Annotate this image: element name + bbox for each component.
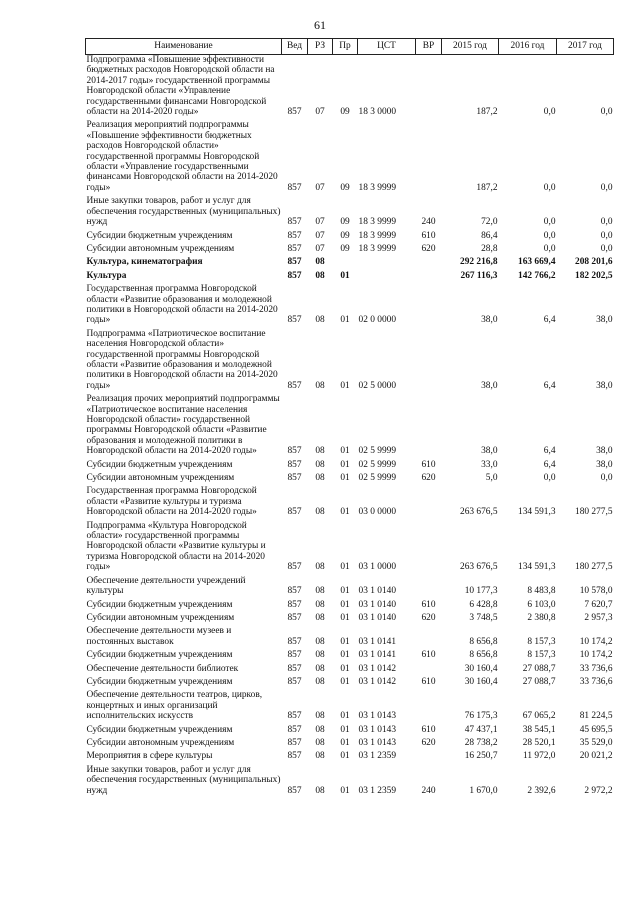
table-row: [86, 664, 614, 677]
row-value-2017: 180 277,5: [575, 507, 613, 518]
row-value-2016: 0,0: [543, 243, 556, 254]
row-ved: 857: [287, 785, 302, 796]
row-value-2015: 8 656,8: [469, 636, 498, 647]
row-value-2016: 6,4: [543, 459, 556, 470]
row-value-2016: 163 669,4: [518, 257, 556, 268]
row-cst: 02 5 9999: [358, 473, 396, 484]
row-rz: 08: [315, 711, 325, 722]
header-vr: ВР: [416, 39, 442, 55]
row-value-2017: 38,0: [596, 380, 613, 391]
budget-table: [85, 38, 614, 799]
row-value-2017: 20 021,2: [579, 751, 613, 762]
row-ved: 857: [287, 257, 302, 268]
row-vr: 620: [421, 473, 436, 484]
table-body: [86, 55, 614, 800]
row-value-2015: 267 116,3: [460, 270, 498, 281]
row-value-2016: 27 088,7: [522, 663, 556, 674]
row-value-2015: 38,0: [481, 380, 498, 391]
table-row: [86, 196, 614, 230]
table-row: [86, 473, 614, 486]
row-vr: [416, 751, 442, 764]
row-value-2016: 134 591,3: [518, 562, 556, 573]
row-vr: 620: [421, 243, 436, 254]
row-pr: 01: [340, 724, 350, 735]
row-cst: 18 3 9999: [358, 217, 396, 228]
row-cst: 03 1 0142: [358, 663, 396, 674]
row-value-2016: 67 065,2: [522, 711, 556, 722]
row-name: Обеспечение деятельности учреждений культуры: [86, 575, 246, 597]
row-ved: 857: [287, 650, 302, 661]
row-rz: 08: [315, 315, 325, 326]
table-row: [86, 460, 614, 473]
row-ved: 857: [287, 663, 302, 674]
row-value-2016: 6,4: [543, 446, 556, 457]
header-2017: 2017 год: [557, 39, 614, 55]
row-value-2017: 38,0: [596, 446, 613, 457]
row-pr: 09: [340, 243, 350, 254]
row-pr: 09: [340, 230, 350, 241]
row-cst: 18 3 9999: [358, 230, 396, 241]
row-rz: 07: [315, 230, 325, 241]
row-value-2015: 28,8: [481, 243, 498, 254]
row-value-2016: 2 380,8: [527, 612, 556, 623]
row-value-2016: 6,4: [543, 315, 556, 326]
row-rz: 08: [315, 676, 325, 687]
table-row: [86, 244, 614, 257]
table-row: [86, 751, 614, 764]
row-ved: 857: [287, 507, 302, 518]
row-cst: 02 0 0000: [358, 315, 396, 326]
row-rz: 08: [315, 473, 325, 484]
row-rz: 08: [315, 446, 325, 457]
row-vr: 610: [421, 230, 436, 241]
row-value-2016: 142 766,2: [518, 270, 556, 281]
row-name: Обеспечение деятельности театров, цирков, концертных и иных организаций исполнительских искусств: [86, 690, 263, 722]
row-ved: 857: [287, 599, 302, 610]
row-value-2016: 8 157,3: [527, 650, 556, 661]
row-rz: 08: [315, 270, 325, 281]
header-2016: 2016 год: [499, 39, 557, 55]
row-vr: [416, 329, 442, 394]
row-name: Субсидии автономным учреждениям: [86, 243, 235, 254]
row-name: Иные закупки товаров, работ и услуг для обеспечения государственных (муниципальных) нужд: [86, 196, 281, 228]
row-vr: 610: [421, 599, 436, 610]
table-row: [86, 690, 614, 724]
row-rz: 08: [315, 612, 325, 623]
row-ved: 857: [287, 473, 302, 484]
row-value-2016: 0,0: [543, 230, 556, 241]
row-value-2015: 263 676,5: [460, 562, 498, 573]
row-name: Субсидии бюджетным учреждениям: [86, 724, 233, 735]
row-value-2017: 208 201,6: [575, 257, 613, 268]
row-rz: 08: [315, 507, 325, 518]
row-pr: 01: [340, 785, 350, 796]
row-name: Государственная программа Новгородской области «Развитие культуры и туризма Новгородской области на 2014-2020 годы»: [86, 486, 257, 518]
row-pr: 01: [340, 562, 350, 573]
row-ved: 857: [287, 751, 302, 762]
row-pr: 01: [340, 751, 350, 762]
row-pr: 01: [340, 650, 350, 661]
table-row: [86, 55, 614, 121]
row-value-2015: 187,2: [476, 107, 498, 118]
row-vr: 610: [421, 676, 436, 687]
row-value-2015: 5,0: [485, 473, 498, 484]
row-ved: 857: [287, 562, 302, 573]
row-name: Субсидии бюджетным учреждениям: [86, 599, 233, 610]
row-ved: 857: [287, 724, 302, 735]
row-name: Подпрограмма «Патриотическое воспитание населения Новгородской области» государственной программы Новгородской области «Развитие образования и молодежной политики в Новгородской области на 2014-2020 годы»: [86, 328, 278, 391]
table-header-row: [86, 39, 614, 55]
row-value-2017: 33 736,6: [579, 663, 613, 674]
row-pr: 01: [340, 636, 350, 647]
table-row: [86, 738, 614, 751]
row-vr: [416, 257, 442, 270]
row-pr: 01: [340, 315, 350, 326]
row-name: Государственная программа Новгородской области «Развитие образования и молодежной политики в Новгородской области на 2014-2020 годы»: [86, 284, 278, 326]
row-value-2017: 0,0: [600, 182, 613, 193]
header-ved: Вед: [282, 39, 308, 55]
row-pr: 01: [340, 711, 350, 722]
row-name: Реализация прочих мероприятий подпрограммы «Патриотическое воспитание населения Новгородской области» государственной программы Новгородской области «Развитие образования и молодежной политики в Новгородской области на 2014-2020 годы»: [86, 394, 280, 457]
row-value-2015: 33,0: [481, 459, 498, 470]
row-name: Субсидии бюджетным учреждениям: [86, 230, 233, 241]
row-ved: 857: [287, 586, 302, 597]
row-value-2016: 134 591,3: [518, 507, 556, 518]
row-value-2015: 86,4: [481, 230, 498, 241]
row-ved: 857: [287, 107, 302, 118]
row-pr: 09: [340, 217, 350, 228]
row-name: Культура, кинематография: [86, 257, 203, 268]
row-name: Культура: [86, 270, 127, 281]
row-value-2015: 3 748,5: [469, 612, 498, 623]
row-value-2017: 7 620,7: [584, 599, 613, 610]
row-value-2015: 30 160,4: [464, 676, 498, 687]
header-rz: РЗ: [308, 39, 333, 55]
row-value-2015: 8 656,8: [469, 650, 498, 661]
row-name: Субсидии бюджетным учреждениям: [86, 676, 233, 687]
row-pr: 01: [340, 473, 350, 484]
row-rz: 08: [315, 380, 325, 391]
row-rz: 08: [315, 257, 325, 268]
row-pr: [333, 257, 358, 270]
row-ved: 857: [287, 270, 302, 281]
row-rz: 08: [315, 737, 325, 748]
row-value-2017: 38,0: [596, 315, 613, 326]
row-name: Мероприятия в сфере культуры: [86, 751, 213, 762]
row-ved: 857: [287, 737, 302, 748]
row-cst: 03 1 2359: [358, 751, 396, 762]
row-value-2017: 0,0: [600, 473, 613, 484]
row-value-2016: 0,0: [543, 217, 556, 228]
row-rz: 08: [315, 650, 325, 661]
row-vr: [416, 521, 442, 576]
row-value-2016: 28 520,1: [522, 737, 556, 748]
row-value-2017: 0,0: [600, 107, 613, 118]
row-value-2015: 47 437,1: [464, 724, 498, 735]
row-value-2016: 0,0: [543, 473, 556, 484]
row-pr: 01: [340, 459, 350, 470]
row-value-2015: 10 177,3: [464, 586, 498, 597]
row-pr: 01: [340, 380, 350, 391]
row-name: Подпрограмма «Повышение эффективности бюджетных расходов Новгородской области на 2014-2017 годы» государственной программы Новгородской области «Управление государственными финансами Новгородской области на 2014-2020 годы»: [86, 55, 275, 118]
row-vr: [416, 271, 442, 284]
row-cst: 03 1 0143: [358, 711, 396, 722]
row-cst: 03 1 0141: [358, 650, 396, 661]
row-cst: [358, 271, 416, 284]
table-row: [86, 231, 614, 244]
row-pr: 01: [340, 507, 350, 518]
row-cst: 02 5 0000: [358, 380, 396, 391]
row-rz: 07: [315, 217, 325, 228]
table-row: [86, 521, 614, 576]
row-vr: [416, 626, 442, 650]
row-pr: 01: [340, 612, 350, 623]
row-ved: 857: [287, 459, 302, 470]
row-value-2016: 6 103,0: [527, 599, 556, 610]
row-pr: 09: [340, 182, 350, 193]
row-value-2015: 38,0: [481, 315, 498, 326]
page-number: 61: [314, 18, 326, 32]
row-value-2017: 0,0: [600, 243, 613, 254]
header-cst: ЦСТ: [358, 39, 416, 55]
row-value-2016: 8 483,8: [527, 586, 556, 597]
row-rz: 08: [315, 636, 325, 647]
row-ved: 857: [287, 676, 302, 687]
table-row: [86, 765, 614, 799]
table-row: [86, 120, 614, 196]
row-ved: 857: [287, 446, 302, 457]
row-value-2017: 180 277,5: [575, 562, 613, 573]
row-vr: 240: [421, 785, 436, 796]
row-pr: 01: [340, 676, 350, 687]
row-ved: 857: [287, 711, 302, 722]
row-value-2017: 2 972,2: [584, 785, 613, 796]
table-row: [86, 329, 614, 394]
row-ved: 857: [287, 612, 302, 623]
row-vr: [416, 664, 442, 677]
row-value-2016: 0,0: [543, 182, 556, 193]
row-value-2015: 1 670,0: [469, 785, 498, 796]
row-vr: [416, 284, 442, 329]
row-cst: 03 1 0000: [358, 562, 396, 573]
row-value-2016: 11 972,0: [523, 751, 556, 762]
row-vr: 620: [421, 737, 436, 748]
row-rz: 08: [315, 724, 325, 735]
row-cst: 18 3 9999: [358, 243, 396, 254]
row-value-2016: 2 392,6: [527, 785, 556, 796]
table-row: [86, 394, 614, 459]
row-value-2017: 0,0: [600, 217, 613, 228]
row-ved: 857: [287, 243, 302, 254]
row-cst: 03 1 0141: [358, 636, 396, 647]
row-ved: 857: [287, 217, 302, 228]
row-vr: [416, 486, 442, 520]
row-name: Субсидии автономным учреждениям: [86, 612, 235, 623]
row-name: Обеспечение деятельности музеев и постоянных выставок: [86, 626, 232, 647]
row-cst: 03 1 0140: [358, 599, 396, 610]
row-value-2017: 2 957,3: [584, 612, 613, 623]
row-cst: 03 1 0143: [358, 737, 396, 748]
row-name: Субсидии бюджетным учреждениям: [86, 650, 233, 661]
row-vr: [416, 576, 442, 600]
row-value-2016: 38 545,1: [522, 724, 556, 735]
row-ved: 857: [287, 315, 302, 326]
row-cst: 18 3 0000: [358, 107, 396, 118]
row-value-2017: 38,0: [596, 459, 613, 470]
row-value-2016: 8 157,3: [527, 636, 556, 647]
row-value-2015: 76 175,3: [464, 711, 498, 722]
table-row: [86, 677, 614, 690]
row-value-2017: 45 695,5: [579, 724, 613, 735]
row-value-2017: 0,0: [600, 230, 613, 241]
row-rz: 08: [315, 751, 325, 762]
header-name: Наименование: [86, 39, 282, 55]
row-value-2016: 0,0: [543, 107, 556, 118]
row-cst: 02 5 9999: [358, 459, 396, 470]
row-pr: 01: [340, 599, 350, 610]
row-value-2017: 10 174,2: [579, 650, 613, 661]
row-value-2015: 38,0: [481, 446, 498, 457]
row-rz: 07: [315, 243, 325, 254]
row-vr: [416, 120, 442, 196]
row-cst: 03 1 2359: [358, 785, 396, 796]
row-value-2017: 10 174,2: [579, 636, 613, 647]
row-value-2015: 30 160,4: [464, 663, 498, 674]
row-vr: [416, 55, 442, 121]
row-value-2017: 81 224,5: [579, 711, 613, 722]
row-value-2015: 187,2: [476, 182, 498, 193]
row-vr: 620: [421, 612, 436, 623]
row-value-2015: 263 676,5: [460, 507, 498, 518]
row-vr: [416, 690, 442, 724]
row-name: Субсидии бюджетным учреждениям: [86, 459, 233, 470]
row-pr: 09: [340, 107, 350, 118]
row-pr: 01: [340, 663, 350, 674]
row-cst: 02 5 9999: [358, 446, 396, 457]
row-name: Субсидии автономным учреждениям: [86, 473, 235, 484]
row-value-2015: 72,0: [481, 217, 498, 228]
row-pr: 01: [340, 737, 350, 748]
row-pr: 01: [340, 446, 350, 457]
header-2015: 2015 год: [442, 39, 499, 55]
row-vr: 610: [421, 459, 436, 470]
row-value-2015: 292 216,8: [460, 257, 498, 268]
row-cst: 03 1 0140: [358, 612, 396, 623]
row-rz: 07: [315, 107, 325, 118]
row-name: Реализация мероприятий подпрограммы «Повышение эффективности бюджетных расходов Новгородской области» государственной программы Новгородской области «Управление государственными финансами Новгородской области на 2014-2020 годы»: [86, 120, 278, 193]
row-name: Подпрограмма «Культура Новгородской области» государственной программы Новгородской области «Развитие культуры и туризма Новгородской области на 2014-2020 годы»: [86, 520, 266, 573]
row-ved: 857: [287, 380, 302, 391]
table-row: [86, 486, 614, 520]
row-pr: 01: [340, 270, 350, 281]
row-rz: 08: [315, 459, 325, 470]
row-value-2017: 33 736,6: [579, 676, 613, 687]
table-row: [86, 626, 614, 650]
table-row: [86, 650, 614, 663]
row-rz: 08: [315, 586, 325, 597]
row-ved: 857: [287, 230, 302, 241]
row-value-2016: 6,4: [543, 380, 556, 391]
row-cst: 18 3 9999: [358, 182, 396, 193]
row-value-2015: 16 250,7: [464, 751, 498, 762]
table-row: [86, 284, 614, 329]
row-vr: [416, 394, 442, 459]
header-pr: Пр: [333, 39, 358, 55]
row-rz: 08: [315, 785, 325, 796]
row-cst: 03 1 0140: [358, 586, 396, 597]
row-value-2015: 6 428,8: [469, 599, 498, 610]
row-rz: 07: [315, 182, 325, 193]
row-value-2016: 27 088,7: [522, 676, 556, 687]
row-cst: [358, 257, 416, 270]
table-row: [86, 257, 614, 270]
row-value-2017: 35 529,0: [579, 737, 613, 748]
table-row: [86, 600, 614, 613]
row-ved: 857: [287, 182, 302, 193]
row-vr: 610: [421, 724, 436, 735]
row-name: Субсидии автономным учреждениям: [86, 737, 235, 748]
row-value-2017: 182 202,5: [575, 270, 613, 281]
row-name: Обеспечение деятельности библиотек: [86, 663, 239, 674]
row-cst: 03 1 0143: [358, 724, 396, 735]
row-cst: 03 1 0142: [358, 676, 396, 687]
row-value-2015: 28 738,2: [464, 737, 498, 748]
row-rz: 08: [315, 599, 325, 610]
row-value-2017: 10 578,0: [579, 586, 613, 597]
table-row: [86, 576, 614, 600]
row-vr: 610: [421, 650, 436, 661]
row-rz: 08: [315, 663, 325, 674]
row-name: Иные закупки товаров, работ и услуг для обеспечения государственных (муниципальных) нужд: [86, 764, 281, 796]
table-row: [86, 271, 614, 284]
row-cst: 03 0 0000: [358, 507, 396, 518]
table-row: [86, 613, 614, 626]
row-pr: 01: [340, 586, 350, 597]
table-row: [86, 725, 614, 738]
row-rz: 08: [315, 562, 325, 573]
row-vr: 240: [421, 217, 436, 228]
row-ved: 857: [287, 636, 302, 647]
